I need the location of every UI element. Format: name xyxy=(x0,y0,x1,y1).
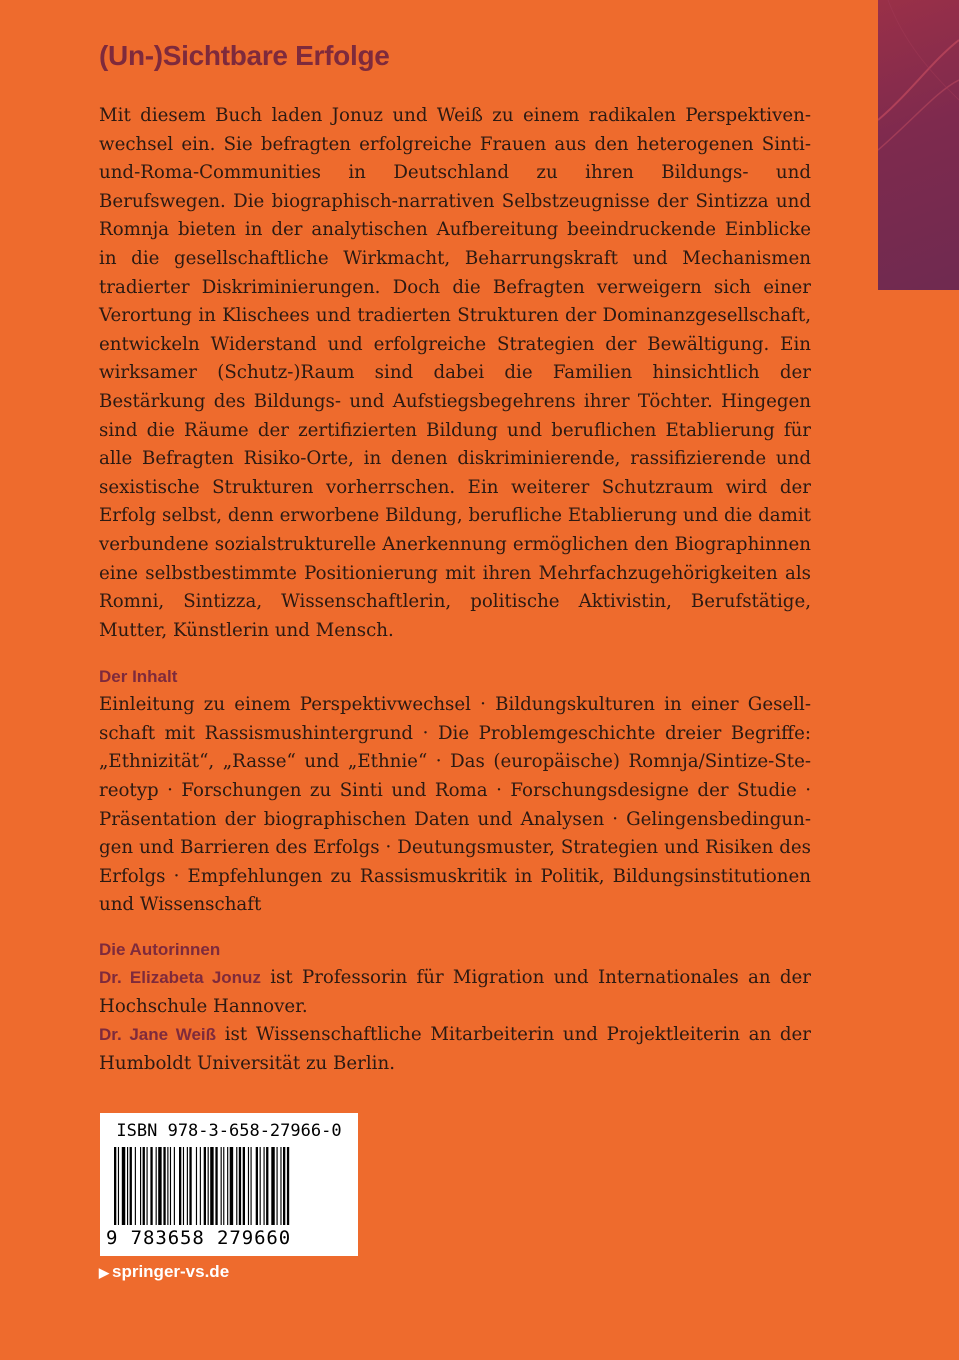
author-bio: ist Wissenschaftliche Mitarbeiterin und Projektleiterin an der Humboldt Universität zu Berlin. xyxy=(99,1024,811,1074)
publisher-url-text: springer-vs.de xyxy=(112,1262,230,1281)
isbn-label: ISBN 978-3-658-27966-0 xyxy=(116,1121,342,1141)
publisher-url[interactable] xyxy=(99,1262,229,1282)
back-cover-text xyxy=(99,40,811,1078)
author-name: Dr. Jane Weiß xyxy=(99,1025,217,1045)
corner-decoration xyxy=(878,0,959,290)
barcode-bars-icon xyxy=(114,1147,346,1231)
barcode-digits: 9 783658 279660 xyxy=(106,1227,292,1249)
author-entry xyxy=(99,1021,811,1078)
author-bio: ist Professorin für Migration und Internationales an der Hochschule Hannover. xyxy=(99,967,811,1017)
author-name: Dr. Elizabeta Jonuz xyxy=(99,968,261,988)
authors-heading: Die Autorinnen xyxy=(99,940,221,960)
book-description: Mit diesem Buch laden Jonuz und Weiß zu einem radikalen Perspektivenwechsel ein. Sie befragten erfolgreiche Frauen aus den heterogenen Sinti-und-Roma-Communities in Deutschland zu ihren Bildungs- und Berufswegen. Die biographisch-narrativen Selbstzeugnisse der Sintizza und Romnja bieten in der analytischen Aufbereitung beeindruckende Einblicke in die gesellschaftliche Wirkmacht, Beharrungskraft und Mechanismen tradierter Diskriminierungen. Doch die Befragten verweigern sich einer Verortung in Klischees und tradierten Strukturen der Dominanzgesellschaft, entwickeln Widerstand und erfolgreiche Strategien der Bewältigung. Ein wirksamer (Schutz-)Raum sind dabei die Familien hinsichtlich der Bestärkung des Bildungs- und Aufstiegsbegehrens ihrer Töchter. Hingegen sind die Räume der zertifizierten Bildung und beruflichen Etablierung für alle Befragten Risiko-Orte, in denen diskriminierende, rassifizierende und sexistische Strukturen vorherrschen. Ein weiterer Schutzraum wird der Erfolg selbst, denn erworbene Bildung, berufliche Etablierung und die damit verbundene sozialstrukturelle Anerkennung ermöglichen den Biographinnen eine selbstbestimmte Positionierung mit ihren Mehrfachzugehörigkeiten als Romni, Sintizza, Wissenschaftlerin, politische Aktivistin, Berufstätige, Mutter, Künstlerin und Mensch. xyxy=(99,105,811,641)
arrow-right-icon: ▶ xyxy=(99,1265,109,1280)
contents-text: Einleitung zu einem Perspektivwechsel · Bildungskulturen in einer Gesellschaft mit Rassismushintergrund · Die Problemgeschichte dreier Begriffe: „Ethnizität“, „Rasse“ und „Ethnie“ · Das (europäische) Romnja/Sintize-Stereotyp · Forschungen zu Sinti und Roma · Forschungsdesigne der Studie · Präsentation der biographischen Daten und Analysen · Gelingensbedingungen und Barrieren des Erfolgs · Deutungsmuster, Strategien und Risiken des Erfolgs · Empfehlungen zu Rassismuskritik in Politik, Bildungsinstitutionen und Wissenschaft xyxy=(99,694,811,916)
author-entry xyxy=(99,964,811,1021)
isbn-barcode xyxy=(100,1113,358,1256)
book-title: (Un-)Sichtbare Erfolge xyxy=(99,40,390,71)
contents-heading: Der Inhalt xyxy=(99,667,178,687)
